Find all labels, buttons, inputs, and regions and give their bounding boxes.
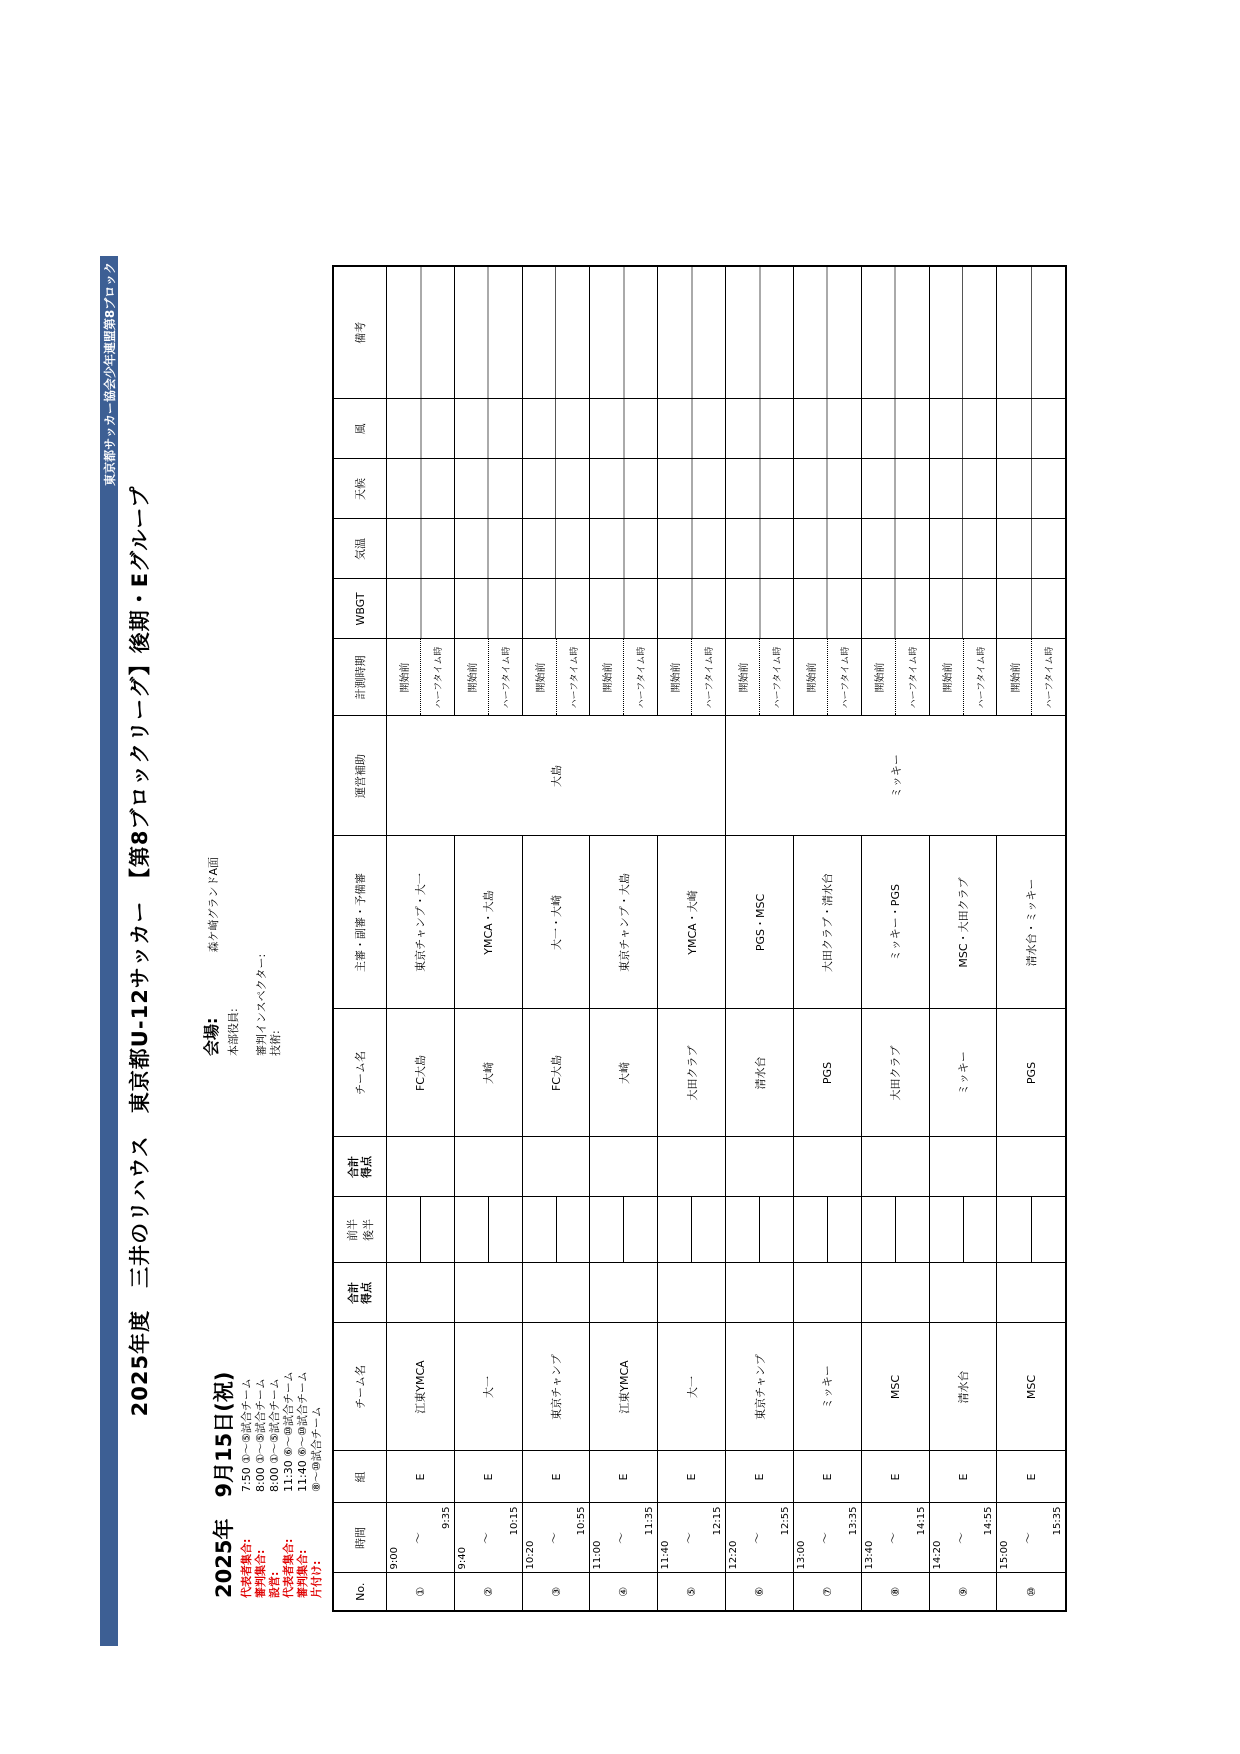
match-time [726,1503,794,1573]
schedule-label: 審判集合: [254,1549,267,1598]
notes-cell[interactable] [454,266,522,399]
time-separator: ～ [750,1532,765,1545]
first-half-score[interactable] [930,1198,964,1263]
second-half-score[interactable] [964,1198,997,1263]
half-scores [454,1197,522,1263]
second-half-score[interactable] [760,1198,793,1263]
measure-halftime: ハーフタイム時 [433,646,444,709]
temp-cell[interactable] [658,519,726,579]
home-total-score[interactable] [726,1263,794,1323]
match-row [387,266,455,1611]
association-name: 東京都サッカー協会少年連盟第8ブロック [103,262,117,486]
wind-cell[interactable] [726,399,794,459]
time-separator: ～ [614,1532,629,1545]
weather-cell[interactable] [726,459,794,519]
match-group: E [522,1451,590,1503]
table-header [333,266,387,1611]
match-end-time: 9:35 [440,1506,452,1529]
match-number: ⑩ [997,1573,1066,1611]
match-group: E [454,1451,522,1503]
schedule-row [254,1371,268,1598]
measure-timing [658,639,726,716]
measure-timing [387,639,455,716]
match-start-time: 14:20 [931,1540,943,1570]
notes-cell[interactable] [658,266,726,399]
time-separator: ～ [1021,1532,1036,1545]
match-number: ③ [522,1573,590,1611]
wbgt-cell[interactable] [997,579,1066,639]
time-separator: ～ [953,1532,968,1545]
time-separator: ～ [546,1532,561,1545]
notes-cell[interactable] [726,266,794,399]
weather-cell[interactable] [861,459,929,519]
referees: PGS・MSC [726,836,794,1009]
first-half-score[interactable] [658,1198,692,1263]
half-scores [387,1197,455,1263]
temp-cell[interactable] [726,519,794,579]
venue-block [202,856,283,1056]
header-ops: 運営補助 [333,716,387,836]
match-time [522,1503,590,1573]
header-total-away: 合計 得点 [333,1137,387,1197]
measure-timing [726,639,794,716]
second-half-score[interactable] [624,1198,657,1263]
second-half-score[interactable] [828,1198,861,1263]
header-weather: 天候 [333,459,387,519]
header-no: No. [333,1573,387,1611]
referees: YMCA・大崎 [658,836,726,1009]
first-half-score[interactable] [523,1198,557,1263]
match-row [658,266,726,1611]
schedule-label: 設営: [268,1571,281,1598]
match-time [387,1503,455,1573]
match-start-time: 15:00 [999,1540,1011,1570]
away-team: FC大島 [387,1009,455,1137]
wbgt-cell[interactable] [387,579,455,639]
match-start-time: 13:00 [795,1540,807,1570]
match-end-time: 14:15 [915,1506,927,1536]
match-group: E [387,1451,455,1503]
match-time [454,1503,522,1573]
schedule-row [296,1371,310,1598]
match-number: ① [387,1573,455,1611]
measure-timing [861,639,929,716]
notes-cell[interactable] [929,266,997,399]
referees: ミッキー・PGS [861,836,929,1009]
match-start-time: 9:00 [389,1547,400,1570]
match-row [522,266,590,1611]
temp-cell[interactable] [590,519,658,579]
home-team: 東京チャンプ [522,1323,590,1451]
match-row [726,266,794,1611]
referees: YMCA・大島 [454,836,522,1009]
wind-cell[interactable] [454,399,522,459]
header-wind: 風 [333,399,387,459]
weather-cell[interactable] [387,459,455,519]
header-halves [333,1197,387,1263]
notes-cell[interactable] [861,266,929,399]
first-half-score[interactable] [726,1198,760,1263]
home-team: 江東YMCA [387,1323,455,1451]
wbgt-cell[interactable] [658,579,726,639]
header-team-home: チーム名 [333,1323,387,1451]
notes-cell[interactable] [387,266,455,399]
match-row [590,266,658,1611]
referees: MSC・大田クラブ [929,836,997,1009]
measure-timing [590,639,658,716]
assembly-schedule [240,1371,324,1598]
notes-cell[interactable] [522,266,590,399]
match-end-time: 14:55 [983,1506,995,1536]
home-team: 江東YMCA [590,1323,658,1451]
schedule-label: 代表者集合: [240,1538,253,1598]
away-total-score[interactable] [726,1137,794,1197]
match-time [861,1503,929,1573]
match-start-time: 10:20 [524,1540,536,1570]
away-team: 大崎 [590,1009,658,1137]
home-total-score[interactable] [522,1263,590,1323]
measure-halftime: ハーフタイム時 [976,646,987,709]
first-half-score[interactable] [997,1198,1031,1263]
match-time [997,1503,1066,1573]
match-end-time: 10:15 [508,1506,520,1536]
weather-cell[interactable] [793,459,861,519]
temp-cell[interactable] [793,519,861,579]
home-total-score[interactable] [793,1263,861,1323]
home-team: 清水台 [929,1323,997,1451]
first-half-score[interactable] [387,1198,421,1263]
technical-label: 技術: [269,1030,282,1056]
header-group: 組 [333,1451,387,1503]
schedule-label: 片付け: [310,1560,323,1598]
measure-start: 開始前 [523,640,557,716]
schedule-value: 8:00 ①～⑤試合チーム [268,1378,281,1492]
wind-cell[interactable] [522,399,590,459]
home-total-score[interactable] [590,1263,658,1323]
schedule-value: 11:30 ⑥～⑩試合チーム [282,1371,295,1492]
wbgt-cell[interactable] [726,579,794,639]
measure-start: 開始前 [658,640,692,716]
temp-cell[interactable] [929,519,997,579]
match-row [929,266,997,1611]
weather-cell[interactable] [658,459,726,519]
match-time [929,1503,997,1573]
match-date: 2025年 9月15日(祝) [212,1371,236,1598]
measure-start: 開始前 [590,640,624,716]
match-row [793,266,861,1611]
ops-assist: 大島 [387,716,726,836]
away-team: PGS [997,1009,1066,1137]
notes-cell[interactable] [590,266,658,399]
weather-cell[interactable] [522,459,590,519]
half-scores [590,1197,658,1263]
match-number: ⑨ [929,1573,997,1611]
header-notes: 備考 [333,266,387,399]
match-number: ⑤ [658,1573,726,1611]
match-time [793,1503,861,1573]
second-half-score[interactable] [489,1198,522,1263]
half-scores [929,1197,997,1263]
schedule-row [310,1371,324,1598]
match-time [590,1503,658,1573]
match-number: ⑥ [726,1573,794,1611]
half-scores [793,1197,861,1263]
measure-start: 開始前 [930,640,964,716]
match-start-time: 13:40 [863,1540,875,1570]
ops-assist: ミッキー [726,716,1066,836]
away-total-score[interactable] [454,1137,522,1197]
schedule-label: 審判集合: [296,1549,309,1598]
match-end-time: 11:35 [644,1506,656,1536]
schedule-row [240,1371,254,1598]
home-team: ミッキー [793,1323,861,1451]
away-total-score[interactable] [929,1137,997,1197]
weather-cell[interactable] [454,459,522,519]
half-scores [726,1197,794,1263]
time-separator: ～ [478,1532,493,1545]
wind-cell[interactable] [861,399,929,459]
match-end-time: 15:35 [1052,1506,1063,1536]
half-scores [861,1197,929,1263]
second-half-score[interactable] [421,1198,454,1263]
inspector-label: 審判インスペクター: [255,953,268,1056]
first-half-score[interactable] [590,1198,624,1263]
header-time: 時間 [333,1503,387,1573]
measure-timing [454,639,522,716]
match-number: ⑦ [793,1573,861,1611]
away-total-score[interactable] [590,1137,658,1197]
time-separator: ～ [885,1532,900,1545]
notes-cell[interactable] [793,266,861,399]
away-total-score[interactable] [793,1137,861,1197]
time-separator: ～ [682,1532,697,1545]
match-group: E [590,1451,658,1503]
time-separator: ～ [817,1532,832,1545]
home-team: 大一 [454,1323,522,1451]
match-end-time: 10:55 [576,1506,588,1536]
away-team: 大田クラブ [861,1009,929,1137]
schedule-value: 11:40 ⑥～⑩試合チーム [296,1371,309,1492]
match-group: E [861,1451,929,1503]
match-time [658,1503,726,1573]
header-first-half: 前半 [346,1219,359,1241]
referees: 東京チャンプ・大島 [590,836,658,1009]
wind-cell[interactable] [658,399,726,459]
away-team: PGS [793,1009,861,1137]
second-half-score[interactable] [557,1198,590,1263]
notes-cell[interactable] [997,266,1066,399]
half-scores [658,1197,726,1263]
away-total-score[interactable] [522,1137,590,1197]
temp-cell[interactable] [522,519,590,579]
match-group: E [658,1451,726,1503]
home-total-score[interactable] [454,1263,522,1323]
referees: 清水台・ミッキー [997,836,1066,1009]
match-row [997,266,1066,1611]
wbgt-cell[interactable] [929,579,997,639]
officials-label: 本部役員: [227,1008,240,1056]
measure-halftime: ハーフタイム時 [773,646,784,709]
wind-cell[interactable] [929,399,997,459]
away-total-score[interactable] [658,1137,726,1197]
measure-halftime: ハーフタイム時 [1044,646,1055,709]
home-total-score[interactable] [861,1263,929,1323]
match-group: E [929,1451,997,1503]
header-temp: 気温 [333,519,387,579]
wind-cell[interactable] [793,399,861,459]
match-end-time: 12:55 [779,1506,791,1536]
schedule-row [268,1371,282,1598]
header-wbgt: WBGT [333,579,387,639]
measure-halftime: ハーフタイム時 [705,646,716,709]
measure-start: 開始前 [387,640,421,716]
first-half-score[interactable] [455,1198,489,1263]
header-total-home: 合計 得点 [333,1263,387,1323]
match-number: ④ [590,1573,658,1611]
home-total-score[interactable] [997,1263,1066,1323]
away-team: ミッキー [929,1009,997,1137]
second-half-score[interactable] [692,1198,725,1263]
measure-timing [929,639,997,716]
away-total-score[interactable] [387,1137,455,1197]
home-team: 東京チャンプ [726,1323,794,1451]
home-team: 大一 [658,1323,726,1451]
home-total-score[interactable] [929,1263,997,1323]
away-team: 大崎 [454,1009,522,1137]
wbgt-cell[interactable] [454,579,522,639]
page-title: 2025年度 三井のリハウス 東京都U-12サッカー 【第8ブロックリーグ】後期・Eグループ [128,485,152,1417]
schedule-value: ⑧～⑩試合チーム [310,1406,323,1492]
first-half-score[interactable] [794,1198,828,1263]
match-start-time: 11:40 [660,1540,672,1570]
measure-halftime: ハーフタイム時 [908,646,919,709]
home-total-score[interactable] [387,1263,455,1323]
match-start-time: 9:40 [456,1547,468,1570]
measure-halftime: ハーフタイム時 [637,646,648,709]
referees: 大田クラブ・清水台 [793,836,861,1009]
temp-cell[interactable] [997,519,1066,579]
schedule-sheet [100,256,1140,1646]
match-start-time: 11:00 [592,1540,604,1570]
home-team: MSC [861,1323,929,1451]
home-total-score[interactable] [658,1263,726,1323]
wbgt-cell[interactable] [522,579,590,639]
measure-halftime: ハーフタイム時 [501,646,512,709]
match-start-time: 12:20 [728,1540,740,1570]
away-team: 大田クラブ [658,1009,726,1137]
measure-halftime: ハーフタイム時 [569,646,580,709]
first-half-score[interactable] [862,1198,896,1263]
half-scores [522,1197,590,1263]
away-team: FC大島 [522,1009,590,1137]
wbgt-cell[interactable] [861,579,929,639]
match-group: E [726,1451,794,1503]
measure-timing [522,639,590,716]
time-separator: ～ [411,1532,425,1545]
schedule-label: 代表者集合: [282,1538,295,1598]
match-row [861,266,929,1611]
measure-timing [793,639,861,716]
referees: 大一・大崎 [522,836,590,1009]
measure-halftime: ハーフタイム時 [840,646,851,709]
referees: 東京チャンプ・大一 [387,836,455,1009]
wind-cell[interactable] [387,399,455,459]
venue-label: 会場: [202,1017,221,1056]
measure-start: 開始前 [794,640,828,716]
weather-cell[interactable] [929,459,997,519]
home-team: MSC [997,1323,1066,1451]
weather-cell[interactable] [590,459,658,519]
match-group: E [793,1451,861,1503]
weather-cell[interactable] [997,459,1066,519]
wbgt-cell[interactable] [793,579,861,639]
measure-start: 開始前 [997,640,1031,716]
schedule-value: 8:00 ①～⑤試合チーム [254,1378,267,1492]
match-row [454,266,522,1611]
header-team-away: チーム名 [333,1009,387,1137]
schedule-value: 7:50 ①～⑤試合チーム [240,1378,253,1492]
measure-start: 開始前 [726,640,760,716]
header-second-half: 後半 [362,1219,375,1241]
measure-start: 開始前 [862,640,896,716]
match-end-time: 13:35 [847,1506,859,1536]
measure-timing [997,639,1066,716]
away-team: 清水台 [726,1009,794,1137]
header-measure: 計測時期 [333,639,387,716]
wind-cell[interactable] [997,399,1066,459]
second-half-score[interactable] [1032,1198,1065,1263]
match-table [332,267,1067,1612]
measure-start: 開始前 [455,640,489,716]
wbgt-cell[interactable] [590,579,658,639]
header-referees: 主審・副審・予備審 [333,836,387,1009]
match-group: E [997,1451,1066,1503]
match-number: ⑧ [861,1573,929,1611]
away-total-score[interactable] [997,1137,1066,1197]
half-scores [997,1197,1066,1263]
temp-cell[interactable] [861,519,929,579]
away-total-score[interactable] [861,1137,929,1197]
venue-name: 森ケ崎グランドA面 [207,856,220,953]
temp-cell[interactable] [454,519,522,579]
match-number: ② [454,1573,522,1611]
temp-cell[interactable] [387,519,455,579]
association-band [100,256,118,1646]
second-half-score[interactable] [896,1198,929,1263]
wind-cell[interactable] [590,399,658,459]
match-end-time: 12:15 [712,1506,724,1536]
schedule-row [282,1371,296,1598]
